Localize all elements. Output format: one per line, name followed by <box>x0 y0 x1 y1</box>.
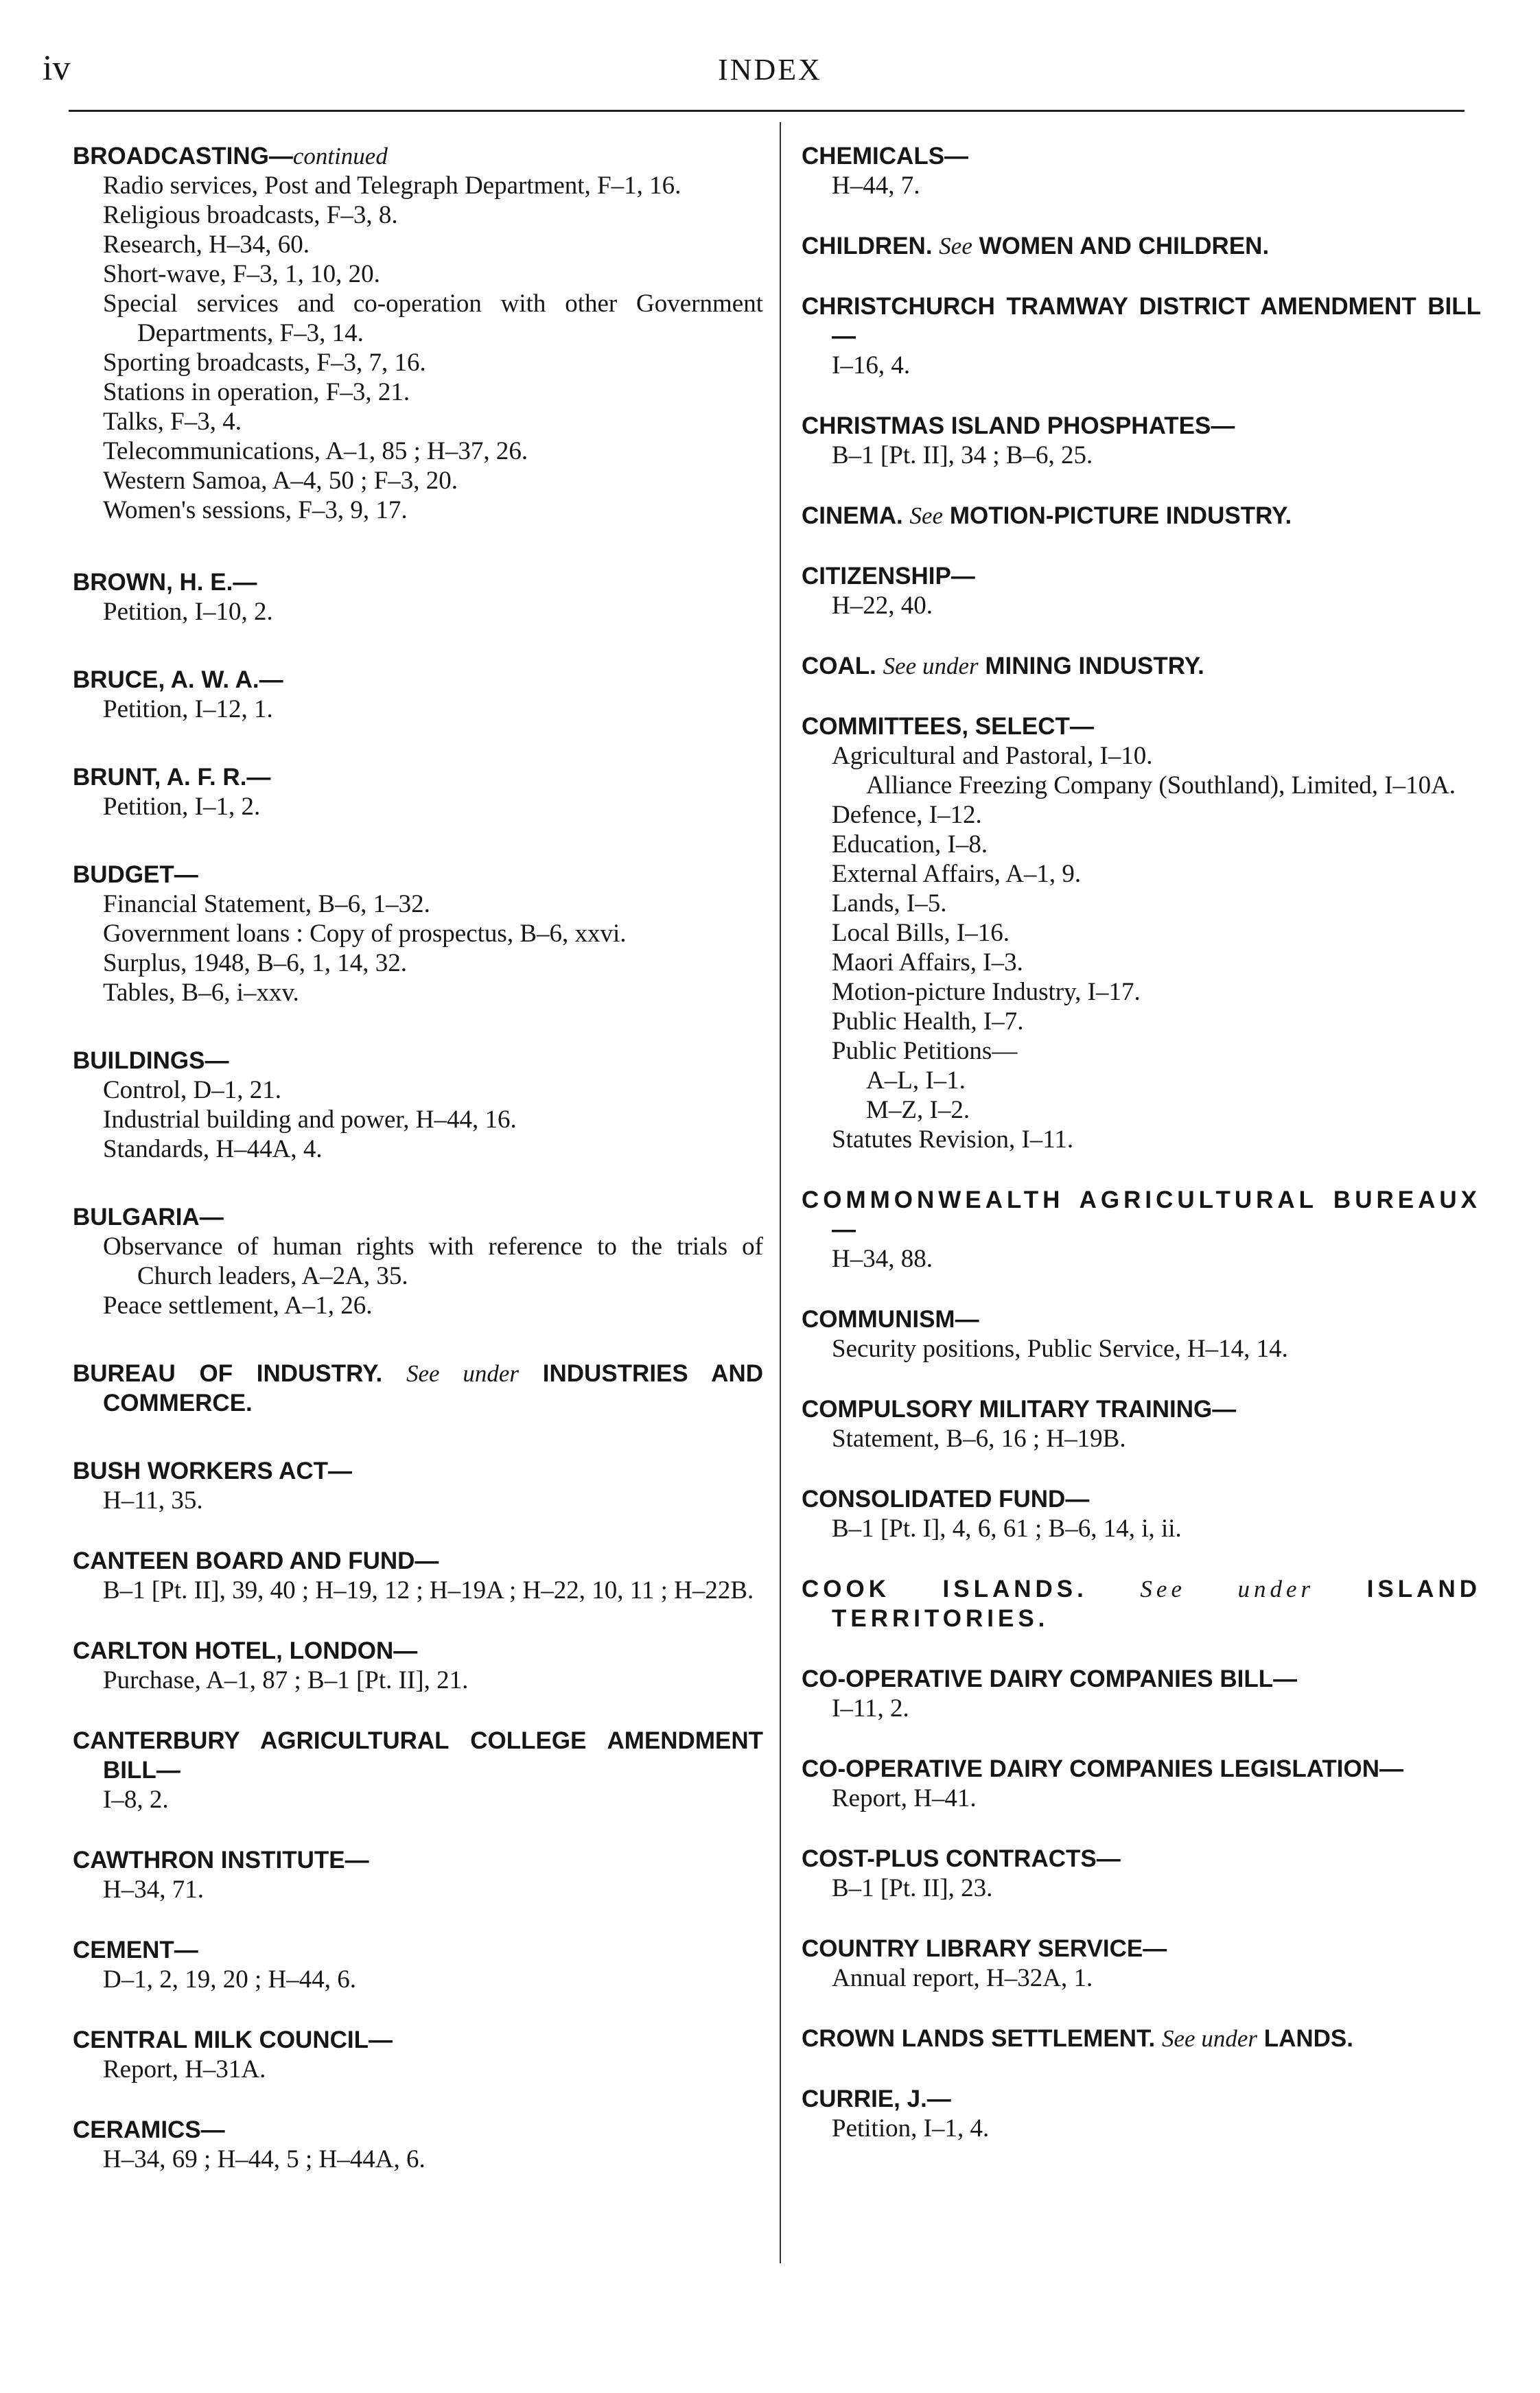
see-reference: See under <box>1162 2025 1257 2052</box>
see-target: MINING INDUSTRY. <box>985 653 1204 679</box>
entry-subitem: Petition, I–1, 2. <box>103 793 261 821</box>
entry-subitem: Short-wave, F–3, 1, 10, 20. <box>103 260 380 288</box>
entry-heading <box>802 1664 1481 1694</box>
entry-subitem: H–22, 40. <box>832 592 933 620</box>
index-entry <box>802 411 1481 470</box>
heading-text: BRUCE, A. W. A.— <box>73 666 283 693</box>
entry-subitem: Industrial building and power, H–44, 16. <box>103 1106 517 1134</box>
column-divider <box>780 122 781 2263</box>
heading-text: CEMENT— <box>73 1937 198 1963</box>
entry-subitem: Security positions, Public Service, H–14, 14. <box>832 1335 1288 1363</box>
heading-text: COST-PLUS CONTRACTS— <box>802 1845 1121 1872</box>
entry-subitem: Petition, I–12, 1. <box>103 695 273 723</box>
entry-heading <box>73 860 763 889</box>
entry-subitem: Tables, B–6, i–xxv. <box>103 979 299 1007</box>
entry-subitem: Purchase, A–1, 87 ; B–1 [Pt. II], 21. <box>103 1666 469 1694</box>
entry-subitem: Standards, H–44A, 4. <box>103 1135 323 1163</box>
right-column <box>802 141 1481 2143</box>
entry-subitem: Motion-picture Industry, I–17. <box>832 978 1141 1006</box>
see-reference: See <box>909 502 944 529</box>
entry-heading <box>73 762 763 792</box>
entry-heading <box>802 1754 1481 1784</box>
entry-subitem: I–11, 2. <box>832 1694 909 1723</box>
see-reference: See <box>939 233 972 259</box>
entry-heading <box>73 1845 763 1875</box>
index-entry <box>802 1574 1481 1633</box>
entry-subitem: Government loans : Copy of prospectus, B–6, xxvi. <box>103 920 627 948</box>
index-entry <box>73 860 763 1007</box>
index-entry <box>802 1664 1481 1723</box>
heading-text: CAWTHRON INSTITUTE— <box>73 1847 369 1873</box>
entry-heading <box>802 1484 1481 1514</box>
entry-subitem: Lands, I–5. <box>832 889 947 918</box>
heading-text: CO-OPERATIVE DAIRY COMPANIES BILL— <box>802 1666 1298 1692</box>
entry-subitem: Defence, I–12. <box>832 801 982 829</box>
entry-subitem: Financial Statement, B–6, 1–32. <box>103 890 430 918</box>
see-reference: See under <box>406 1360 520 1387</box>
entry-heading <box>73 2115 763 2145</box>
heading-text: CO-OPERATIVE DAIRY COMPANIES LEGISLATION— <box>802 1755 1403 1782</box>
entry-subitem: Telecommunications, A–1, 85 ; H–37, 26. <box>103 437 528 465</box>
entry-subitem: Agricultural and Pastoral, I–10. <box>832 742 1153 770</box>
entry-subitem: H–34, 88. <box>832 1245 933 1273</box>
index-entry <box>802 2024 1481 2053</box>
entry-subitem: Local Bills, I–16. <box>832 919 1010 947</box>
entry-subitem: Surplus, 1948, B–6, 1, 14, 32. <box>103 949 408 977</box>
entry-subitem: Petition, I–1, 4. <box>832 2114 990 2143</box>
entry-subitem: H–34, 69 ; H–44, 5 ; H–44A, 6. <box>103 2145 425 2173</box>
entry-subitem: D–1, 2, 19, 20 ; H–44, 6. <box>103 1965 356 1994</box>
heading-text: CANTERBURY AGRICULTURAL COLLEGE AMENDMENT BILL— <box>73 1727 763 1784</box>
entry-heading <box>802 712 1481 741</box>
index-entry <box>802 1934 1481 1993</box>
entry-subitem: Religious broadcasts, F–3, 8. <box>103 201 398 229</box>
entry-subitem: External Affairs, A–1, 9. <box>832 860 1082 888</box>
entry-heading <box>802 1574 1481 1633</box>
entry-heading <box>73 1202 763 1232</box>
index-entry <box>73 1546 763 1605</box>
heading-text: COOK ISLANDS. <box>802 1576 1088 1602</box>
entry-heading <box>802 2024 1481 2053</box>
entry-subitem: Observance of human rights with reference to the trials of Church leaders, A–2A, 35. <box>103 1233 763 1290</box>
entry-subitem: Petition, I–10, 2. <box>103 598 273 626</box>
entry-heading <box>73 1636 763 1666</box>
entry-subitem: Public Health, I–7. <box>832 1007 1024 1036</box>
entry-subitem: Report, H–31A. <box>103 2055 266 2083</box>
heading-text: CARLTON HOTEL, LONDON— <box>73 1637 418 1664</box>
index-entry <box>802 1185 1481 1274</box>
entry-heading <box>802 651 1481 681</box>
heading-text: CERAMICS— <box>73 2116 225 2143</box>
index-entry <box>802 141 1481 200</box>
heading-text: COMMITTEES, SELECT— <box>802 713 1094 740</box>
index-entry <box>73 1359 763 1418</box>
heading-text: BROADCASTING— <box>73 143 293 170</box>
heading-text: COMMONWEALTH AGRICULTURAL BUREAUX— <box>802 1187 1481 1243</box>
entry-subitem: Control, D–1, 21. <box>103 1076 282 1104</box>
index-entry <box>73 141 763 525</box>
heading-text: COUNTRY LIBRARY SERVICE— <box>802 1935 1167 1962</box>
entry-subitem: H–11, 35. <box>103 1486 203 1515</box>
entry-subitem: Report, H–41. <box>832 1784 977 1812</box>
heading-text: CITIZENSHIP— <box>802 563 975 590</box>
heading-text: BUILDINGS— <box>73 1047 229 1074</box>
heading-text: CURRIE, J.— <box>802 2086 951 2112</box>
heading-text: BUDGET— <box>73 861 198 888</box>
index-entry <box>73 2115 763 2174</box>
index-entry <box>73 2025 763 2084</box>
see-target: LANDS. <box>1263 2025 1353 2052</box>
see-target: ISLAND TERRITORIES. <box>832 1576 1481 1632</box>
see-reference: See under <box>1140 1576 1315 1602</box>
entry-subitem: H–34, 71. <box>103 1876 204 1904</box>
continued-note: continued <box>292 143 388 170</box>
entry-subitem: B–1 [Pt. II], 39, 40 ; H–19, 12 ; H–19A ; H–22, 10, 11 ; H–22B. <box>103 1576 754 1604</box>
left-column <box>73 141 763 2174</box>
entry-heading <box>73 1935 763 1965</box>
index-entry <box>73 1726 763 1814</box>
index-entry <box>73 1636 763 1695</box>
entry-subitem: B–1 [Pt. II], 23. <box>832 1874 993 1902</box>
heading-text: CROWN LANDS SETTLEMENT. <box>802 2025 1156 2052</box>
entry-subitem: Maori Affairs, I–3. <box>832 948 1023 977</box>
index-entry <box>802 712 1481 1154</box>
entry-heading <box>802 561 1481 591</box>
heading-text: BUSH WORKERS ACT— <box>73 1458 353 1484</box>
see-reference: See under <box>883 653 979 679</box>
entry-subitem: Statement, B–6, 16 ; H–19B. <box>832 1425 1126 1453</box>
heading-text: CHEMICALS— <box>802 143 969 170</box>
entry-subitem: Research, H–34, 60. <box>103 231 310 259</box>
entry-heading <box>802 1185 1481 1244</box>
entry-subitem: Talks, F–3, 4. <box>103 408 242 436</box>
index-entry <box>802 651 1481 681</box>
entry-heading <box>802 1934 1481 1963</box>
heading-text: CHRISTMAS ISLAND PHOSPHATES— <box>802 412 1235 439</box>
entry-subitem: M–Z, I–2. <box>866 1096 970 1124</box>
heading-text: BRUNT, A. F. R.— <box>73 764 271 791</box>
index-entry <box>802 1844 1481 1903</box>
entry-subitem: Annual report, H–32A, 1. <box>832 1964 1093 1992</box>
entry-heading <box>73 141 763 171</box>
heading-text: CHRISTCHURCH TRAMWAY DISTRICT AMENDMENT BILL— <box>802 293 1481 349</box>
entry-subitem: B–1 [Pt. II], 34 ; B–6, 25. <box>832 441 1093 469</box>
entry-heading <box>73 2025 763 2055</box>
entry-heading <box>802 411 1481 441</box>
index-entry <box>73 568 763 627</box>
entry-subitem: Peace settlement, A–1, 26. <box>103 1292 373 1320</box>
heading-text: CANTEEN BOARD AND FUND— <box>73 1548 439 1574</box>
page-number: iv <box>43 49 71 88</box>
heading-text: CHILDREN. <box>802 233 933 259</box>
heading-text: BROWN, H. E.— <box>73 569 257 596</box>
entry-subitem: Women's sessions, F–3, 9, 17. <box>103 496 408 524</box>
index-entry <box>802 1305 1481 1364</box>
index-entry <box>73 1456 763 1515</box>
entry-subitem: Radio services, Post and Telegraph Department, F–1, 16. <box>103 172 681 200</box>
entry-subitem: B–1 [Pt. I], 4, 6, 61 ; B–6, 14, i, ii. <box>832 1515 1182 1543</box>
index-entry <box>802 1754 1481 1813</box>
heading-text: CINEMA. <box>802 502 903 529</box>
heading-text: COMPULSORY MILITARY TRAINING— <box>802 1396 1237 1423</box>
entry-subitem: I–16, 4. <box>832 351 911 380</box>
entry-heading <box>73 665 763 694</box>
entry-subitem: Stations in operation, F–3, 21. <box>103 378 410 406</box>
index-entry <box>802 231 1481 261</box>
entry-heading <box>73 1046 763 1075</box>
index-entry <box>802 1484 1481 1543</box>
entry-heading <box>802 501 1481 530</box>
entry-heading <box>73 1456 763 1486</box>
see-target: MOTION-PICTURE INDUSTRY. <box>949 502 1292 529</box>
index-entry <box>802 292 1481 380</box>
heading-text: CENTRAL MILK COUNCIL— <box>73 2027 393 2053</box>
index-entry <box>802 501 1481 530</box>
entry-subitem: Special services and co-operation with other Government Departments, F–3, 14. <box>103 290 763 347</box>
entry-subitem: Education, I–8. <box>832 830 988 859</box>
entry-heading <box>802 1844 1481 1873</box>
entry-subitem: Statutes Revision, I–11. <box>832 1125 1074 1154</box>
entry-heading <box>802 141 1481 171</box>
entry-heading <box>73 1726 763 1785</box>
index-entry <box>802 561 1481 620</box>
entry-subitem: Alliance Freezing Company (Southland), Limited, I–10A. <box>866 771 1456 799</box>
page-title: INDEX <box>718 53 822 86</box>
header-rule <box>69 110 1465 112</box>
heading-text: COMMUNISM— <box>802 1306 979 1333</box>
entry-heading <box>802 2084 1481 2114</box>
entry-heading <box>802 231 1481 261</box>
entry-heading <box>802 1394 1481 1424</box>
heading-text: CONSOLIDATED FUND— <box>802 1486 1090 1513</box>
index-entry <box>802 2084 1481 2143</box>
index-entry <box>73 1202 763 1320</box>
entry-heading <box>73 568 763 597</box>
index-entry <box>73 1935 763 1994</box>
see-target: INDUSTRIES AND COMMERCE. <box>103 1360 764 1416</box>
entry-heading <box>73 1359 763 1418</box>
heading-text: BULGARIA— <box>73 1204 224 1230</box>
entry-heading <box>73 1546 763 1576</box>
entry-subitem: H–44, 7. <box>832 172 920 200</box>
entry-heading <box>802 292 1481 351</box>
heading-text: BUREAU OF INDUSTRY. <box>73 1360 383 1387</box>
index-entry <box>73 665 763 724</box>
entry-subitem: Sporting broadcasts, F–3, 7, 16. <box>103 349 426 377</box>
entry-subitem: I–8, 2. <box>103 1786 169 1814</box>
heading-text: COAL. <box>802 653 876 679</box>
entry-subitem: Public Petitions— <box>832 1037 1018 1065</box>
index-entry <box>73 1046 763 1164</box>
entry-subitem: A–L, I–1. <box>866 1066 966 1095</box>
index-entry <box>73 762 763 821</box>
index-entry <box>802 1394 1481 1454</box>
index-entry <box>73 1845 763 1904</box>
entry-subitem: Western Samoa, A–4, 50 ; F–3, 20. <box>103 467 458 495</box>
see-target: WOMEN AND CHILDREN. <box>979 233 1270 259</box>
entry-heading <box>802 1305 1481 1334</box>
